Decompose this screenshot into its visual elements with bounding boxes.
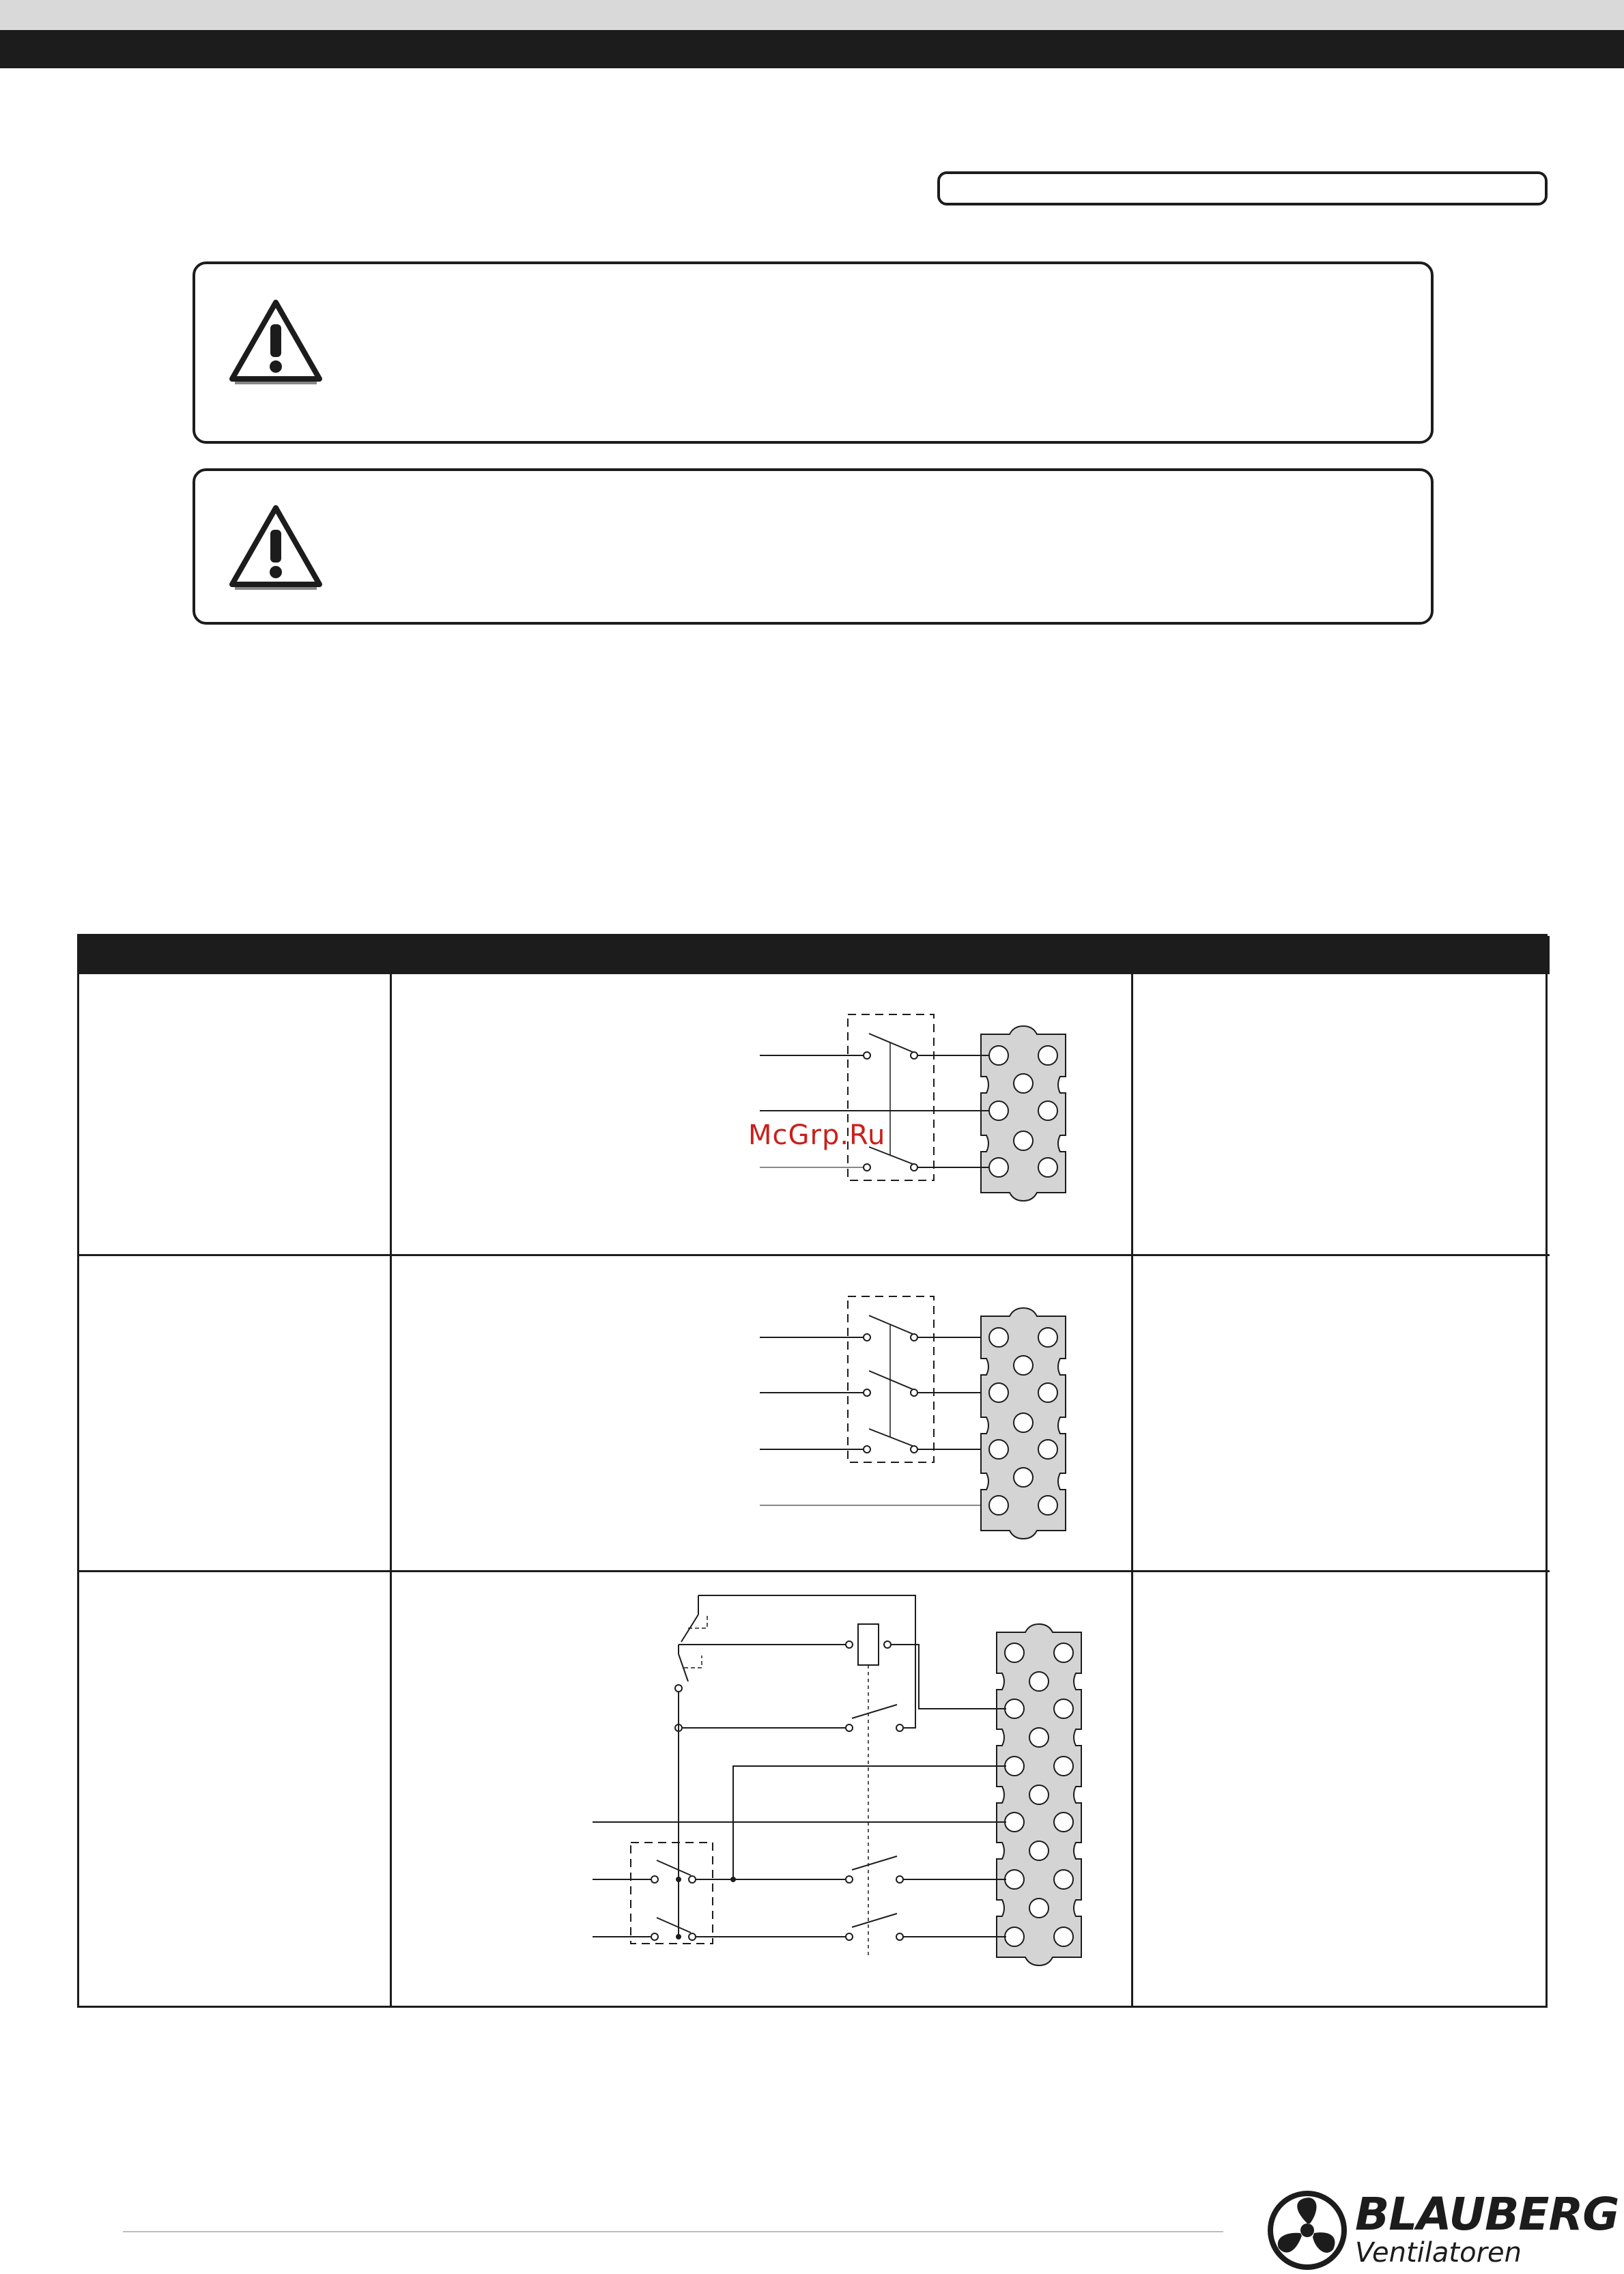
brand-logo [1266,2188,1619,2274]
wiring-table [77,934,1548,2008]
header-bar [0,30,1624,68]
brand-subtitle: Ventilatoren [1355,2237,1522,2269]
wiring-diagram-control [593,1589,1132,1998]
table-row [79,974,1550,1256]
table-row [79,1572,1550,2010]
wiring-diagram-three-phase [752,1290,1195,1550]
warning-box-2 [193,468,1434,625]
watermark: McGrp.Ru [748,1120,886,1151]
wiring-diagram-single-phase [752,1008,1195,1213]
warning-triangle-icon [228,298,324,387]
fan-logo-icon [1266,2189,1348,2271]
footer-divider [123,2231,1223,2232]
brand-name: BLAUBERG [1355,2188,1619,2241]
table-row [79,1256,1550,1572]
top-band [0,0,1624,30]
table-header [79,936,1550,974]
warning-triangle-icon [228,504,324,593]
warning-box-1 [193,261,1434,444]
section-title [937,171,1548,205]
